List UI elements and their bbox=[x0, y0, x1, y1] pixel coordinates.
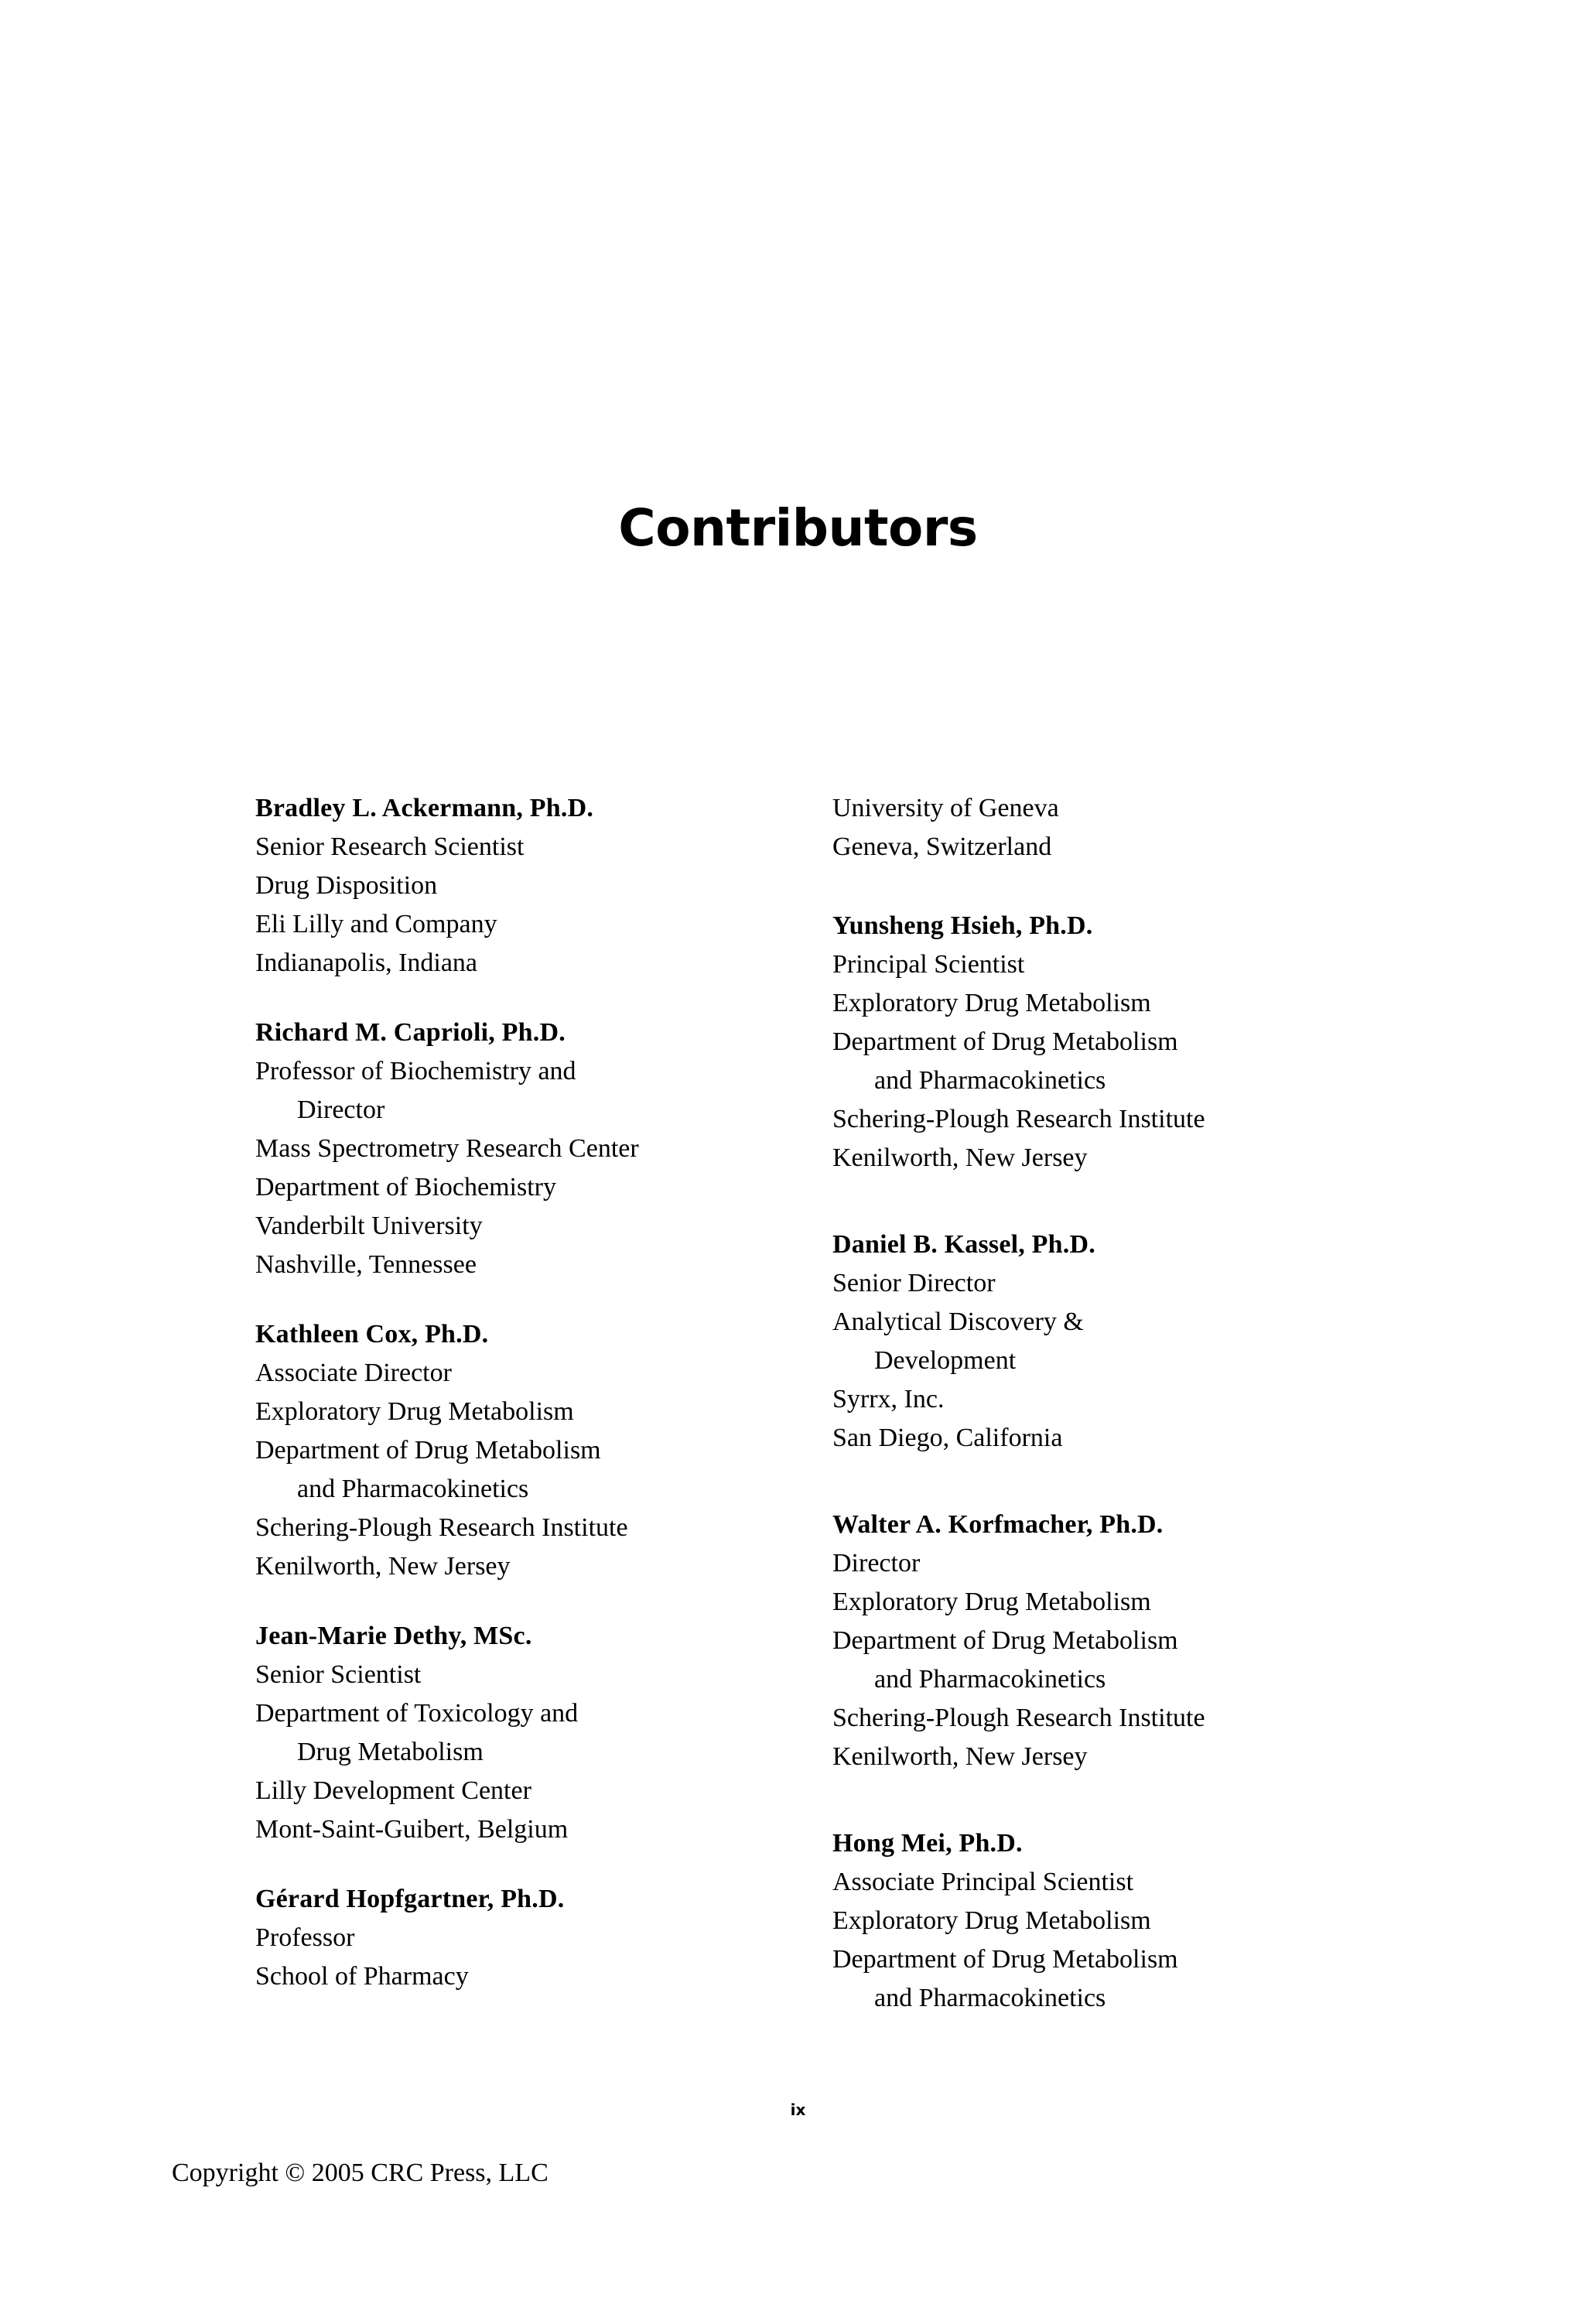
contributor-entry-continuation bbox=[832, 789, 1352, 867]
contributor-name: Daniel B. Kassel, Ph.D. bbox=[832, 1230, 1095, 1259]
contributor-entry bbox=[832, 1506, 1352, 1776]
contributor-detail: San Diego, California bbox=[832, 1424, 1063, 1452]
contributor-detail: Exploratory Drug Metabolism bbox=[832, 1906, 1151, 1935]
contributor-detail: Department of Drug Metabolism bbox=[832, 1027, 1178, 1056]
contributor-detail: Schering-Plough Research Institute bbox=[832, 1704, 1205, 1732]
contributor-detail: Principal Scientist bbox=[832, 950, 1025, 979]
contributor-detail: and Pharmacokinetics bbox=[874, 1066, 1106, 1095]
contributor-detail: Indianapolis, Indiana bbox=[255, 949, 478, 977]
contributor-entry bbox=[255, 1315, 775, 1586]
contributor-detail: Department of Drug Metabolism bbox=[832, 1626, 1178, 1655]
contributor-detail: Drug Disposition bbox=[255, 871, 438, 900]
contributor-detail: Exploratory Drug Metabolism bbox=[832, 1588, 1151, 1616]
contributor-detail: Nashville, Tennessee bbox=[255, 1250, 477, 1279]
contributor-detail: Senior Research Scientist bbox=[255, 832, 525, 861]
contributor-detail: Director bbox=[832, 1549, 921, 1578]
contributor-detail: Department of Drug Metabolism bbox=[255, 1436, 601, 1465]
contributor-detail: Exploratory Drug Metabolism bbox=[255, 1397, 574, 1426]
contributor-name: Jean-Marie Dethy, MSc. bbox=[255, 1622, 532, 1650]
contributor-entry bbox=[832, 907, 1352, 1178]
contributor-detail: Exploratory Drug Metabolism bbox=[832, 989, 1151, 1017]
contributor-detail: Associate Director bbox=[255, 1359, 452, 1387]
contributor-detail: Senior Scientist bbox=[255, 1660, 422, 1689]
contributor-detail: Lilly Development Center bbox=[255, 1776, 531, 1805]
contributor-detail: Professor bbox=[255, 1923, 355, 1952]
contributor-name: Yunsheng Hsieh, Ph.D. bbox=[832, 911, 1093, 940]
contributor-detail: and Pharmacokinetics bbox=[297, 1475, 529, 1503]
contributor-detail: Kenilworth, New Jersey bbox=[832, 1742, 1088, 1771]
contributor-name: Kathleen Cox, Ph.D. bbox=[255, 1320, 489, 1349]
contributor-detail: and Pharmacokinetics bbox=[874, 1984, 1106, 2012]
contributor-detail: Department of Biochemistry bbox=[255, 1173, 557, 1202]
contributor-detail: Department of Toxicology and bbox=[255, 1699, 579, 1728]
contributors-column-right bbox=[832, 789, 1352, 2049]
contributor-entry bbox=[832, 1824, 1352, 2018]
contributor-name: Walter A. Korfmacher, Ph.D. bbox=[832, 1510, 1164, 1539]
contributor-detail: Schering-Plough Research Institute bbox=[832, 1105, 1205, 1133]
contributor-detail: University of Geneva bbox=[832, 794, 1059, 822]
contributors-columns bbox=[255, 789, 1354, 2049]
contributor-detail: and Pharmacokinetics bbox=[874, 1665, 1106, 1694]
contributor-entry bbox=[255, 1617, 775, 1849]
contributor-detail: Kenilworth, New Jersey bbox=[832, 1143, 1088, 1172]
contributor-entry bbox=[832, 1225, 1352, 1458]
contributor-entry bbox=[255, 1880, 775, 1996]
page-title: Contributors bbox=[618, 498, 978, 559]
contributor-detail: Analytical Discovery & bbox=[832, 1307, 1084, 1336]
contributor-detail: Geneva, Switzerland bbox=[832, 832, 1052, 861]
contributor-detail: Kenilworth, New Jersey bbox=[255, 1552, 511, 1581]
contributor-name: Gérard Hopfgartner, Ph.D. bbox=[255, 1885, 565, 1913]
contributors-column-left bbox=[255, 789, 775, 2049]
copyright-notice: Copyright © 2005 CRC Press, LLC bbox=[172, 2159, 549, 2187]
contributor-entry bbox=[255, 789, 775, 983]
contributor-name: Bradley L. Ackermann, Ph.D. bbox=[255, 794, 594, 822]
contributor-detail: Schering-Plough Research Institute bbox=[255, 1513, 628, 1542]
contributor-detail: Senior Director bbox=[832, 1269, 996, 1297]
contributor-detail: Drug Metabolism bbox=[297, 1738, 484, 1766]
contributor-name: Richard M. Caprioli, Ph.D. bbox=[255, 1018, 566, 1047]
contributor-name: Hong Mei, Ph.D. bbox=[832, 1829, 1023, 1858]
contributor-detail: Mont-Saint-Guibert, Belgium bbox=[255, 1815, 569, 1844]
contributor-detail: School of Pharmacy bbox=[255, 1962, 469, 1991]
contributor-detail: Syrrx, Inc. bbox=[832, 1385, 945, 1413]
contributor-detail: Eli Lilly and Company bbox=[255, 910, 497, 938]
contributor-detail: Department of Drug Metabolism bbox=[832, 1945, 1178, 1974]
contributor-detail: Director bbox=[297, 1096, 385, 1124]
contributor-detail: Mass Spectrometry Research Center bbox=[255, 1134, 639, 1163]
contributor-detail: Development bbox=[874, 1346, 1017, 1375]
contributor-detail: Professor of Biochemistry and bbox=[255, 1057, 576, 1085]
page-number: ix bbox=[790, 2101, 806, 2119]
contributor-entry bbox=[255, 1014, 775, 1284]
contributor-detail: Associate Principal Scientist bbox=[832, 1868, 1134, 1896]
contributor-detail: Vanderbilt University bbox=[255, 1212, 483, 1240]
